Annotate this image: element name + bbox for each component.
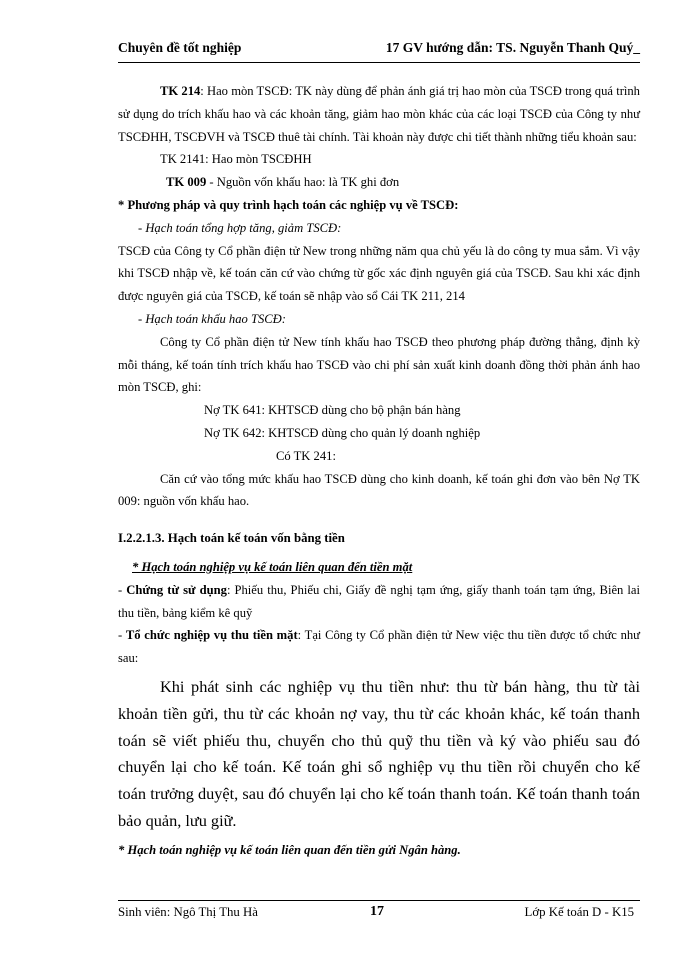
org-paragraph: - Tổ chức nghiệp vụ thu tiền mặt: Tại Công ty Cổ phần điện tử New việc thu tiền được tổ chức như sau: xyxy=(118,628,640,666)
tk2141-line: TK 2141: Hao mòn TSCĐHH xyxy=(160,152,312,167)
journal-entry-2: Nợ TK 642: KHTSCĐ dùng cho quản lý doanh nghiệp xyxy=(204,425,481,440)
page-footer xyxy=(118,900,640,923)
method-heading: * Phương pháp và quy trình hạch toán các nghiệp vụ về TSCĐ: xyxy=(118,197,459,212)
tk214-label: TK 214 xyxy=(160,84,201,98)
increase-paragraph: TSCĐ của Công ty Cổ phần điện tử New trong những năm qua chủ yếu là do công ty mua sắm. Vì vậy khi TSCĐ nhập về, kế toán căn cứ vào chứng từ gốc xác định nguyên giá của TSCĐ. Sau khi xác định được nguyên giá của TSCĐ, kế toán sẽ nhập vào sổ Cái TK 211, 214 xyxy=(118,243,640,304)
docs-text: : Phiếu thu, Phiếu chi, Giấy đề nghị tạm ứng, giấy thanh toán tạm ứng, Biên lai thu tiền, bảng kiểm kê quỹ xyxy=(118,582,641,620)
docs-paragraph: - Chứng từ sử dụng: Phiếu thu, Phiếu chi, Giấy đề nghị tạm ứng, giấy thanh toán tạm ứng, Biên lai thu tiền, bảng kiểm kê quỹ xyxy=(118,582,641,620)
after-entries-paragraph: Căn cứ vào tổng mức khấu hao TSCĐ dùng cho kinh doanh, kế toán ghi đơn vào bên Nợ TK 009: nguồn vốn khấu hao. xyxy=(118,471,640,509)
tk009-line xyxy=(118,171,640,194)
sub-heading-increase: - Hạch toán tổng hợp tăng, giảm TSCĐ: xyxy=(138,220,342,235)
org-text: : Tại Công ty Cổ phần điện tử New việc thu tiền được tổ chức như sau: xyxy=(118,628,640,666)
docs-label: Chứng từ sử dụng xyxy=(126,582,227,597)
footer-class: Lớp Kế toán D - K15 xyxy=(524,905,634,919)
cash-heading: * Hạch toán nghiệp vụ kế toán liên quan đến tiền mặt xyxy=(132,559,413,574)
tk009-label: TK 009 xyxy=(166,175,207,190)
sub-heading-depreciation: - Hạch toán khấu hao TSCĐ: xyxy=(138,311,286,326)
document-body xyxy=(118,80,640,862)
journal-entry-1: Nợ TK 641: KHTSCĐ dùng cho bộ phận bán hàng xyxy=(204,403,461,418)
section-title: I.2.2.1.3. Hạch toán kế toán vốn bằng tiền xyxy=(118,531,345,546)
cash-process-paragraph: Khi phát sinh các nghiệp vụ thu tiền như: thu từ bán hàng, thu từ tài khoản tiền gửi, thu từ các khoản nợ vay, thu từ các khoản khác, kế toán thanh toán sẽ viết phiếu thu, chuyển cho thủ quỹ thu tiền và ký vào phiếu sau đó chuyển lại cho kế toán. Kế toán ghi sổ nghiệp vụ thu tiền rồi chuyển cho kế toán trưởng duyệt, sau đó chuyển lại cho kế toán thanh toán. Kế toán thanh toán bảo quản, lưu giữ. xyxy=(118,676,640,830)
tk009-text: - Nguồn vốn khấu hao: là TK ghi đơn xyxy=(206,175,400,190)
bank-heading: * Hạch toán nghiệp vụ kế toán liên quan đến tiền gửi Ngân hàng. xyxy=(118,842,461,857)
header-title: Chuyên đề tốt nghiệp xyxy=(118,40,242,55)
depreciation-paragraph: Công ty Cổ phần điện tử New tính khấu hao TSCĐ theo phương pháp đường thẳng, định kỳ mỗi tháng, kế toán tính trích khấu hao TSCĐ vào chi phí sản xuất kinh doanh đồng thời phản ánh hao mòn TSCĐ, ghi: xyxy=(118,334,640,395)
footer-student: Sinh viên: Ngô Thị Thu Hà xyxy=(118,905,258,919)
page-header xyxy=(118,38,640,63)
org-label: Tổ chức nghiệp vụ thu tiền mặt xyxy=(125,628,298,643)
tk214-paragraph xyxy=(118,80,640,148)
tk214-text: : Hao mòn TSCĐ: TK này dùng để phản ánh giá trị hao mòn của TSCĐ trong quá trình sử dụng do trích khấu hao và các khoản tăng, giảm hao mòn khác của các loại TSCĐ của Công ty như TSCĐHH, TSCĐVH và TSCĐ thuê tài chính. Tài khoản này được chi tiết thành những tiểu khoản sau: xyxy=(118,84,640,144)
header-supervisor: 17 GV hướng dẫn: TS. Nguyễn Thanh Quý_ xyxy=(385,40,640,55)
journal-entry-3: Có TK 241: xyxy=(276,448,336,463)
footer-page-number: 17 xyxy=(370,904,384,919)
